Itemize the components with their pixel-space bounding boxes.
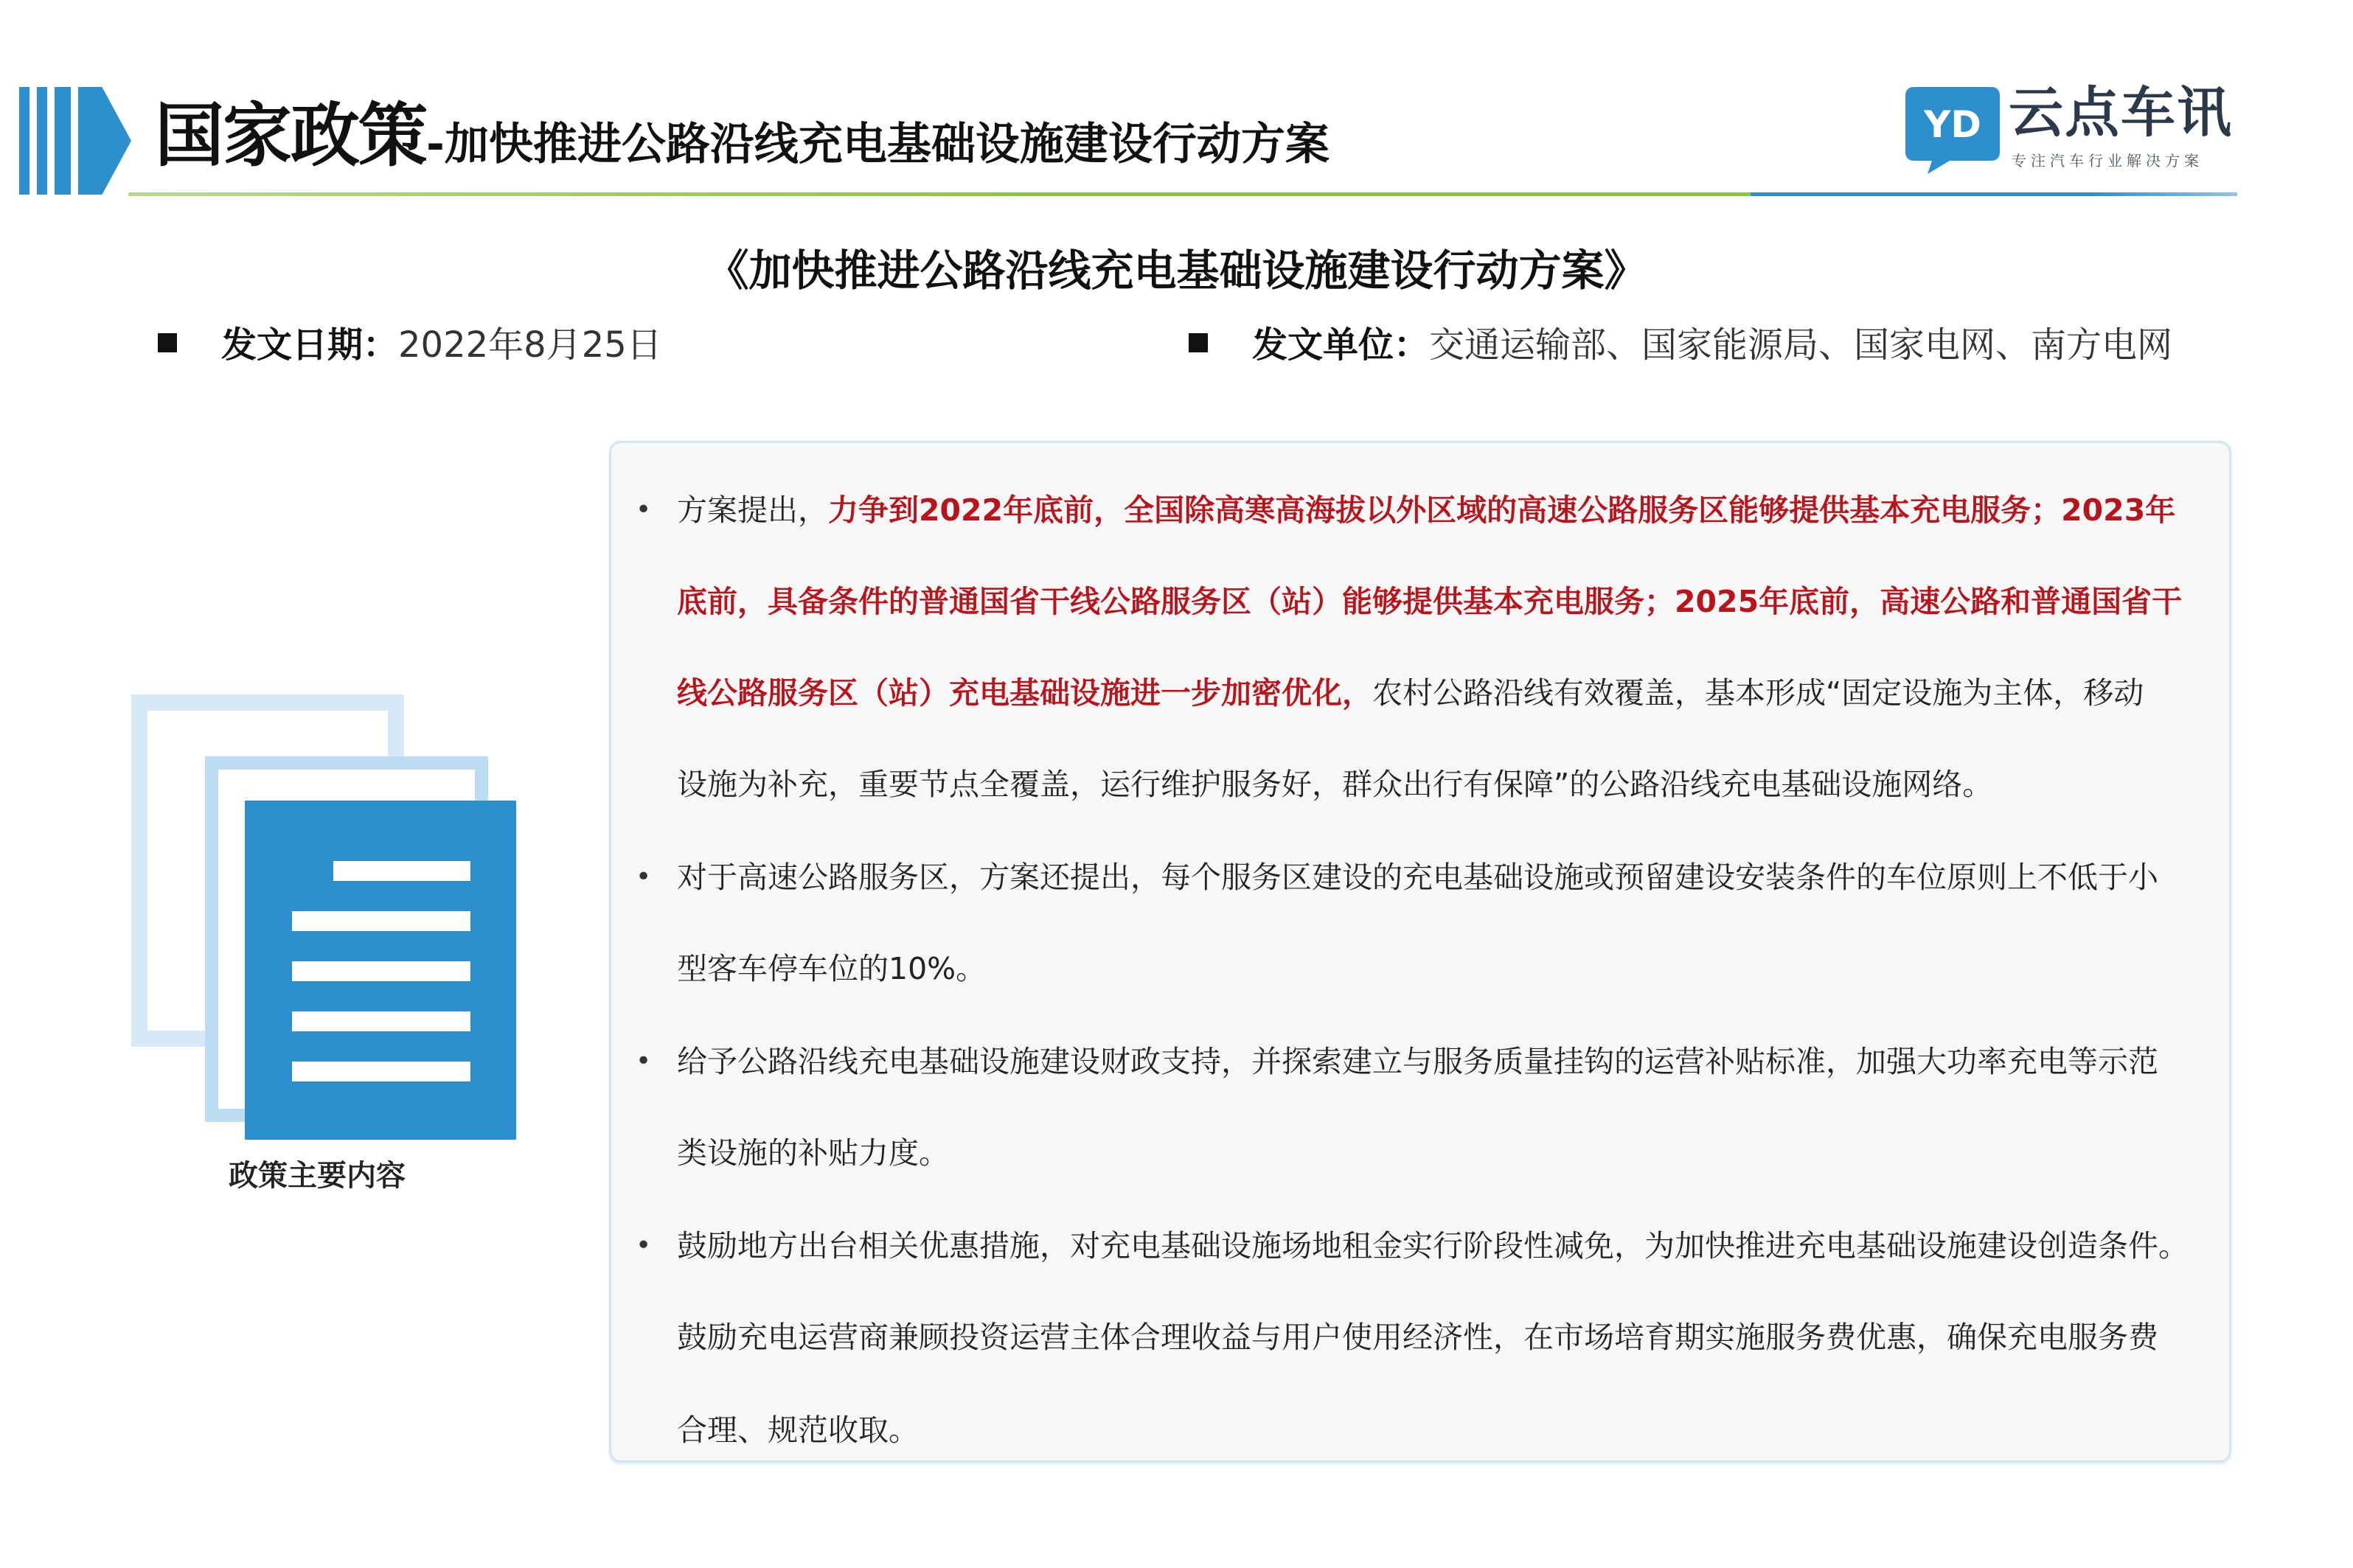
content-line [677,947,986,991]
line-text: 鼓励充电运营商兼顾投资运营主体合理收益与用户使用经济性，在市场培育期实施服务费优惠，确保充电服务费 [677,1320,2158,1355]
line-text-highlight: 底前，具备条件的普通国省干线公路服务区（站）能够提供基本充电服务；2025年底前，高速公路和普通国省干 [677,584,2183,619]
content-line [677,1224,2189,1268]
line-text: 农村公路沿线有效覆盖，基本形成“固定设施为主体，移动 [1372,675,2144,711]
date-label: 发文日期： [221,324,399,366]
line-text: 合理、规范收取。 [677,1412,919,1448]
header-bar-2 [37,87,47,195]
content-line [677,855,2158,899]
line-text-highlight: 线公路服务区（站）充电基础设施进一步加密优化， [677,675,1372,711]
line-text: 型客车停车位的10%。 [677,951,987,986]
document-title: 《加快推进公路沿线充电基础设施建设行动方案》 [706,245,1647,296]
content-line [677,579,2182,624]
content-line [677,1408,919,1452]
line-text: 鼓励地方出台相关优惠措施，对充电基础设施场地租金实行阶段性减免，为加快推进充电基础设施建设创造条件。 [677,1228,2189,1264]
logo-mark-text: YD [1924,103,1981,146]
line-text: 方案提出， [677,492,828,528]
header-arrow-icon [78,87,131,195]
header-divider-green [128,192,1751,196]
issuer-value: 交通运输部、国家能源局、国家电网、南方电网 [1429,324,2173,366]
meta-issuer [1189,323,2172,367]
line-text-highlight: 力争到2022年底前，全国除高寒高海拔以外区域的高速公路服务区能够提供基本充电服务；2023年 [828,492,2176,528]
content-line [677,762,1992,806]
content-line [677,1315,2158,1359]
date-value: 2022年8月25日 [398,324,662,366]
square-bullet-icon [158,333,177,352]
meta-date [158,323,662,367]
square-bullet-icon [1189,333,1208,352]
logo-tagline: 专注汽车行业解决方案 [2012,152,2203,170]
issuer-label: 发文单位： [1252,324,1430,366]
page-title-sub: -加快推进公路沿线充电基础设施建设行动方案 [426,119,1330,170]
header-bar-3 [55,87,71,195]
logo-name: 云点车讯 [2009,81,2233,144]
header-divider-blue [1751,192,2237,196]
line-text: 设施为补充，重要节点全覆盖，运行维护服务好，群众出行有保障”的公路沿线充电基础设施网络。 [677,767,1993,802]
content-line [677,488,2175,532]
line-text: 给予公路沿线充电基础设施建设财政支持，并探索建立与服务质量挂钩的运营补贴标准，加强大功率充电等示范 [677,1044,2158,1079]
content-line [677,1131,949,1175]
page-title-main: 国家政策 [155,96,427,176]
content-line [677,671,2144,715]
illustration-caption: 政策主要内容 [229,1159,406,1193]
line-text: 类设施的补贴力度。 [677,1135,949,1171]
logo-icon [1901,83,2004,177]
content-line [677,1039,2158,1084]
page-title [155,96,1330,176]
header-bar-1 [19,87,29,195]
line-text: 对于高速公路服务区，方案还提出，每个服务区建设的充电基础设施或预留建设安装条件的车位原则上不低于小 [677,860,2158,895]
